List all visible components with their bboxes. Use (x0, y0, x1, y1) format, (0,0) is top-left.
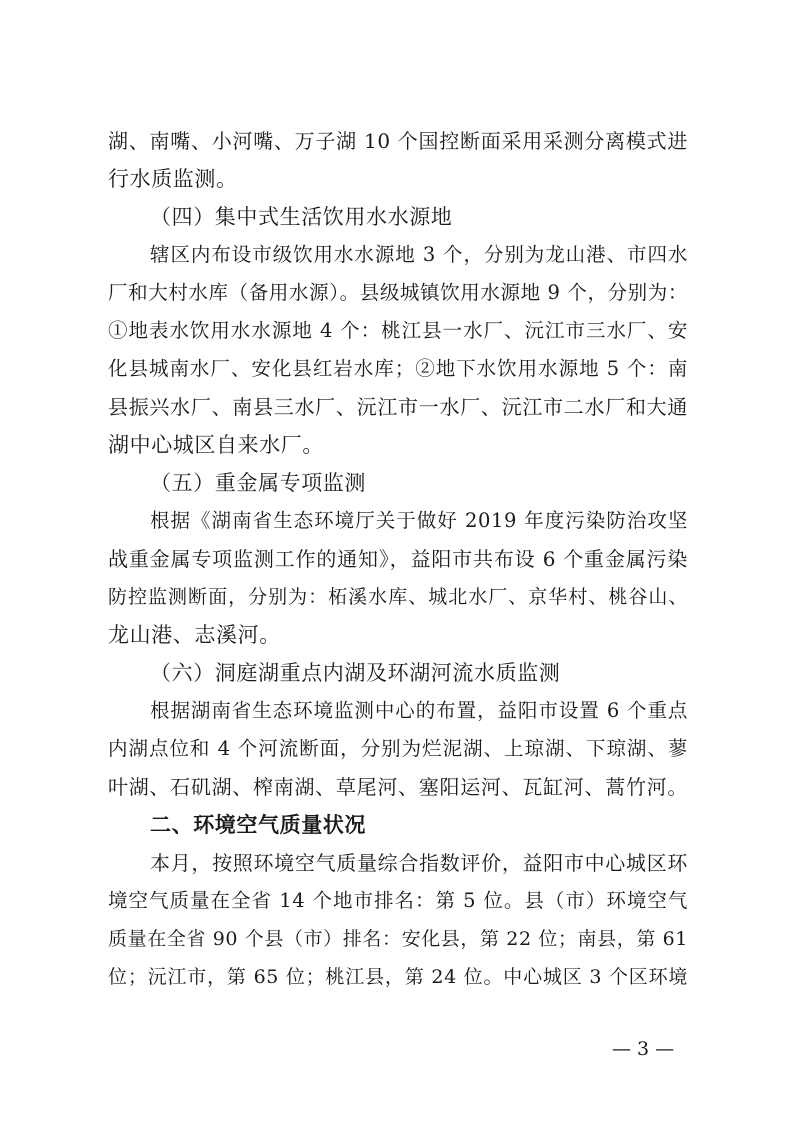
paragraph-line: 内湖点位和 4 个河流断面，分别为烂泥湖、上琼湖、下琼湖、蓼 (108, 737, 688, 760)
section-heading: （四）集中式生活饮用水水源地 (150, 205, 453, 229)
paragraph-line: 根据《湖南省生态环境厅关于做好 2019 年度污染防治攻坚 (150, 509, 688, 532)
paragraph-line: 本月，按照环境空气质量综合指数评价，益阳市中心城区环 (150, 851, 688, 875)
paragraph-line: 境空气质量在全省 14 个地市排名：第 5 位。县（市）环境空气 (108, 889, 688, 912)
paragraph-line: 位；沅江市，第 65 位；桃江县，第 24 位。中心城区 3 个区环境 (108, 966, 688, 988)
page-number: — 3 — (612, 1038, 675, 1060)
paragraph-line: ①地表水饮用水水源地 4 个：桃江县一水厂、沅江市三水厂、安 (108, 319, 688, 342)
paragraph-line: 湖中心城区自来水厂。 (108, 433, 324, 457)
paragraph-line: 湖、南嘴、小河嘴、万子湖 10 个国控断面采用采测分离模式进 (108, 129, 688, 153)
paragraph-line: 化县城南水厂、安化县红岩水库；②地下水饮用水源地 5 个：南 (108, 357, 688, 380)
section-heading: （六）洞庭湖重点内湖及环湖河流水质监测 (150, 661, 561, 685)
paragraph-line: 战重金属专项监测工作的通知》，益阳市共布设 6 个重金属污染 (108, 547, 688, 571)
paragraph-line: 根据湖南省生态环境监测中心的布置，益阳市设置 6 个重点 (150, 699, 688, 722)
paragraph-line: 行水质监测。 (108, 167, 238, 191)
paragraph-line: 辖区内布设市级饮用水水源地 3 个，分别为龙山港、市四水 (150, 243, 688, 266)
paragraph-line: 龙山港、志溪河。 (108, 623, 281, 647)
paragraph-line: 防控监测断面，分别为：柘溪水库、城北水厂、京华村、桃谷山、 (108, 586, 688, 608)
paragraph-line: 厂和大村水库（备用水源）。县级城镇饮用水源地 9 个，分别为： (108, 281, 688, 304)
paragraph-line: 叶湖、石矶湖、榨南湖、草尾河、塞阳运河、瓦缸河、蒿竹河。 (108, 775, 688, 799)
paragraph-line: 质量在全省 90 个县（市）排名：安化县，第 22 位；南县，第 61 (108, 928, 688, 950)
paragraph-line: 县振兴水厂、南县三水厂、沅江市一水厂、沅江市二水厂和大通 (108, 395, 688, 419)
section-heading: （五）重金属专项监测 (150, 471, 366, 495)
chapter-heading: 二、环境空气质量状况 (150, 812, 366, 837)
